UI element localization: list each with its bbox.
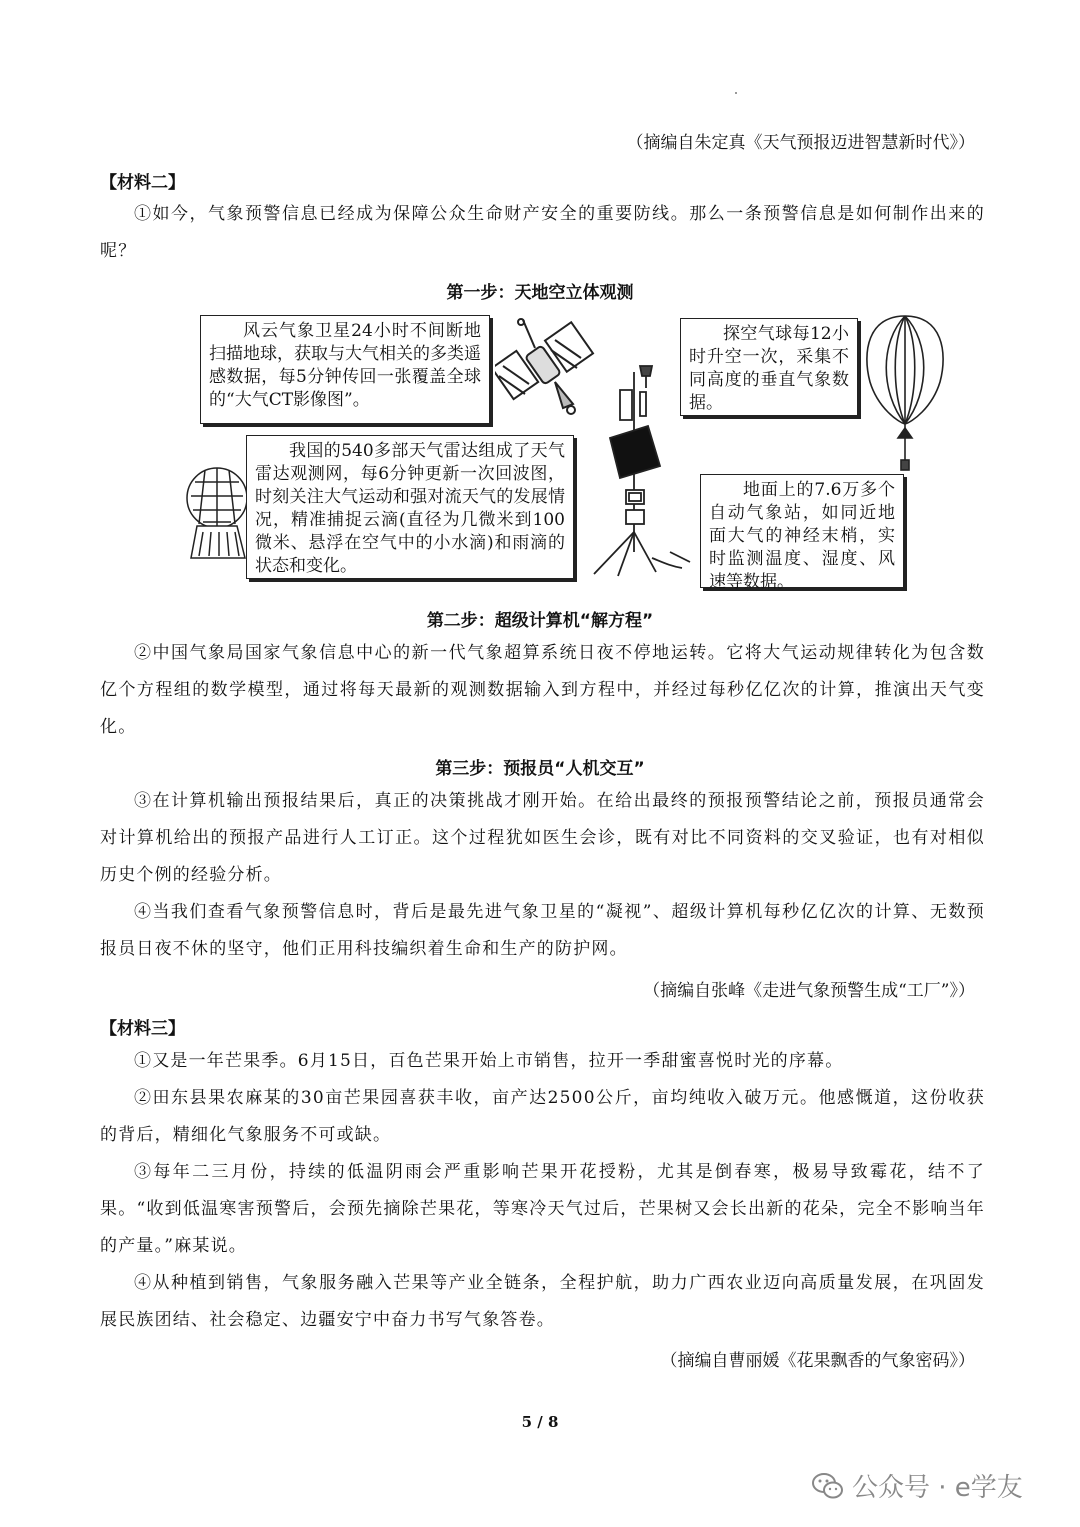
scan-speck [735,92,737,94]
material-2-para-4: ④当我们查看气象预警信息时，背后是最先进气象卫星的“凝视”、超级计算机每秒亿亿次的计算、无数预报员日夜不休的坚守，他们正用科技编织着生命和生产的防护网。 [100,902,985,959]
material-2-intro: ①如今，气象预警信息已经成为保障公众生命财产安全的重要防线。那么一条预警信息是如何制作出来的呢？ [100,204,985,261]
step-1-title: 第一步：天地空立体观测 [446,283,634,303]
step-3-title: 第三步：预报员“人机交互” [435,759,645,779]
watermark-text: 公众号 · e学友 [852,1473,1023,1503]
source-citation-1: （摘编自朱定真《天气预报迈进智慧新时代》） [626,133,975,153]
wechat-icon [812,1472,844,1500]
material-3-heading: 【材料三】 [100,1019,185,1039]
material-3-para-2: ②田东县果农麻某的30亩芒果园喜获丰收，亩产达2500公斤，亩均纯收入破万元。他感慨道，这份收获的背后，精细化气象服务不可或缺。 [100,1088,985,1145]
page-number: 5 / 8 [521,1413,559,1431]
satellite-info-box: 风云气象卫星24小时不间断地扫描地球，获取与大气相关的多类遥感数据，每5分钟传回一张覆盖全球的“大气CT影像图”。 [200,315,490,424]
material-2-para-3: ③在计算机输出预报结果后，真正的决策挑战才刚开始。在给出最终的预报预警结论之前，预报员通常会对计算机给出的预报产品进行人工订正。这个过程犹如医生会诊，既有对比不同资料的交叉验证，也有对相似历史个例的经验分析。 [100,791,985,885]
wechat-watermark [812,1467,1023,1504]
material-3-para-1: ①又是一年芒果季。6月15日，百色芒果开始上市销售，拉开一季甜蜜喜悦时光的序幕。 [134,1051,844,1071]
station-info-box: 地面上的7.6万多个自动气象站，如同近地面大气的神经末梢，实时监测温度、湿度、风速等数据。 [700,474,904,588]
step-2-title: 第二步：超级计算机“解方程” [426,611,654,631]
sounding-balloon-illustration [860,312,950,472]
radar-dome-illustration [185,462,255,562]
material-3-para-3: ③每年二三月份，持续的低温阴雨会严重影响芒果开花授粉，尤其是倒春寒，极易导致霉花，结不了果。“收到低温寒害预警后，会预先摘除芒果花，等寒冷天气过后，芒果树又会长出新的花朵，完全不影响当年的产量。”麻某说。 [100,1162,985,1256]
source-citation-3: （摘编自曹丽媛《花果飘香的气象密码》） [660,1351,975,1371]
source-citation-2: （摘编自张峰《走进气象预警生成“工厂”》） [643,981,975,1001]
material-2-para-2: ②中国气象局国家气象信息中心的新一代气象超算系统日夜不停地运转。它将大气运动规律转化为包含数亿个方程组的数学模型，通过将每天最新的观测数据输入到方程中，并经过每秒亿亿次的计算，推演出天气变化。 [100,643,985,737]
balloon-info-box: 探空气球每12小时升空一次，采集不同高度的垂直气象数据。 [680,318,858,416]
material-2-heading: 【材料二】 [100,173,185,193]
satellite-illustration [495,318,595,418]
material-3-para-4: ④从种植到销售，气象服务融入芒果等产业全链条，全程护航，助力广西农业迈向高质量发展，在巩固发展民族团结、社会稳定、边疆安宁中奋力书写气象答卷。 [100,1273,985,1330]
radar-info-box: 我国的540多部天气雷达组成了天气雷达观测网，每6分钟更新一次回波图，时刻关注大气运动和强对流天气的发展情况，精准捕捉云滴(直径为几微米到100微米、悬浮在空气中的小水滴)和雨滴的状态和变化。 [246,435,574,579]
